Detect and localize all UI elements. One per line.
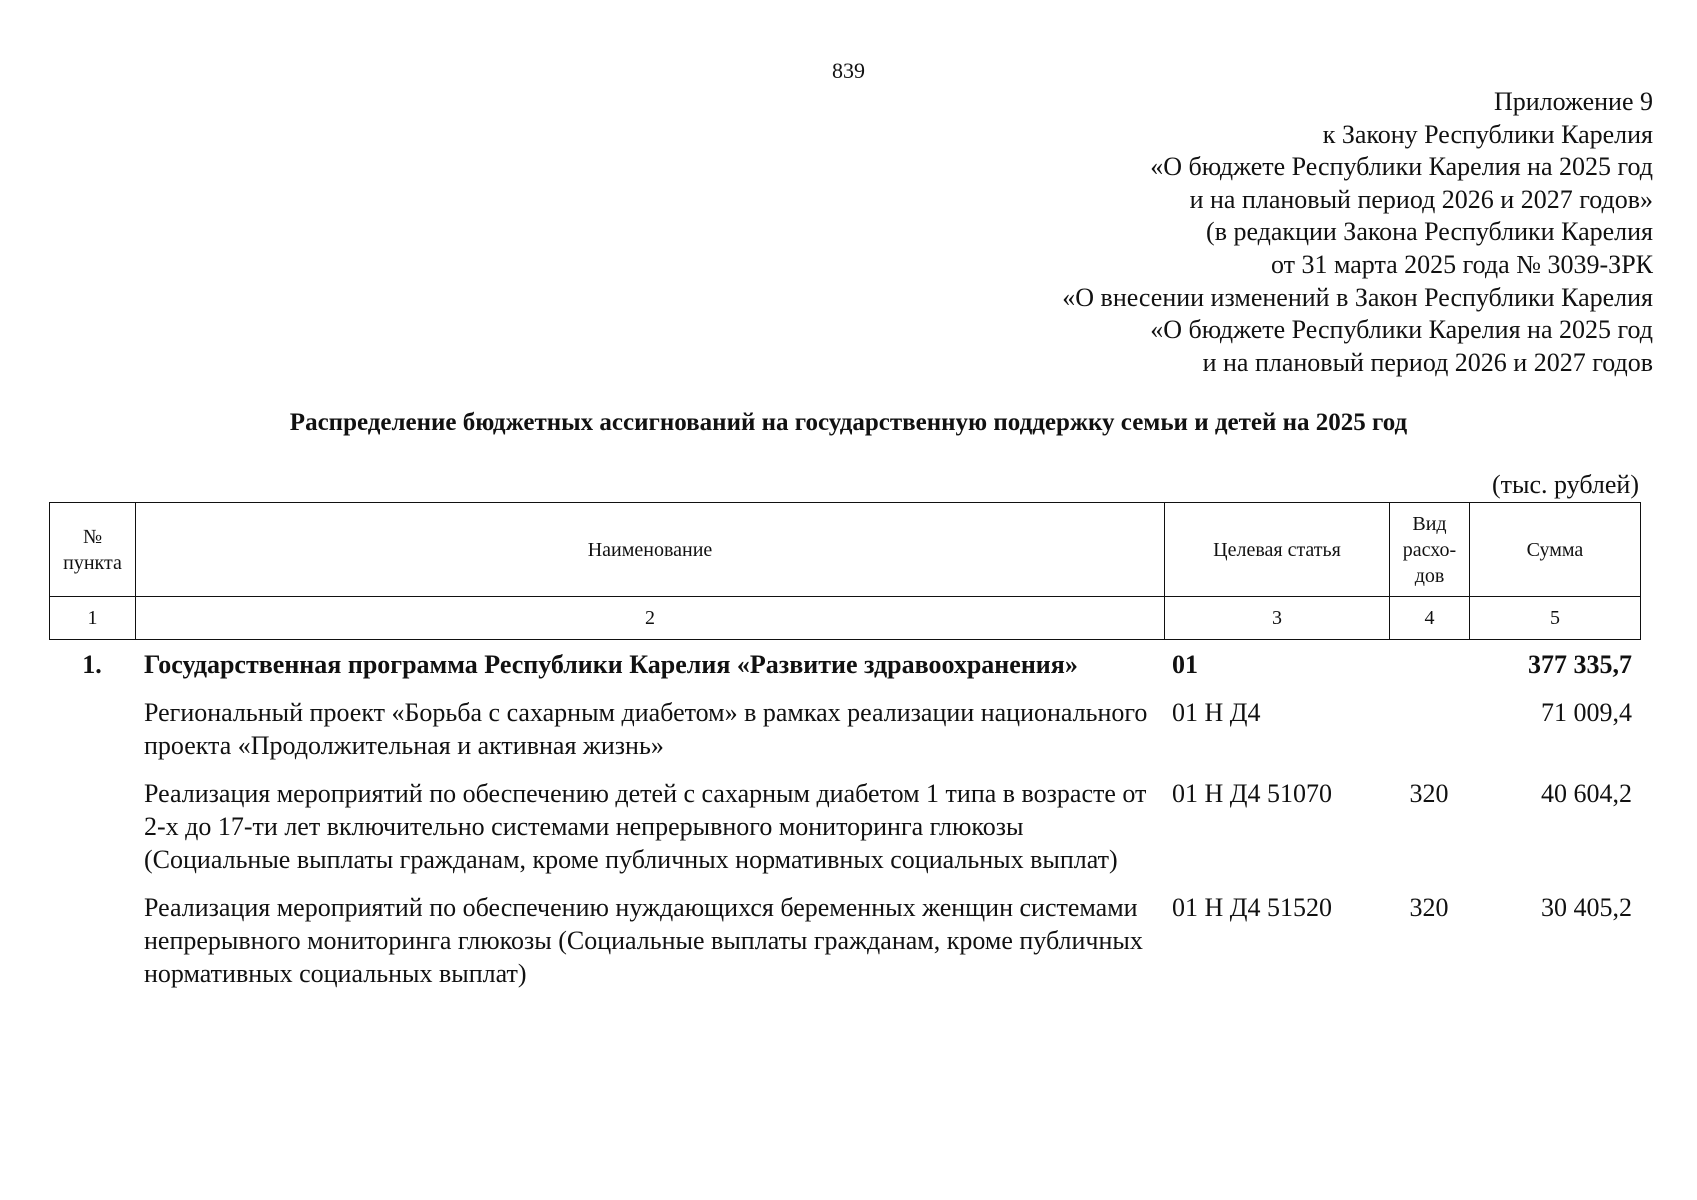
row-number xyxy=(49,696,135,762)
header-kind-line: дов xyxy=(1414,564,1445,587)
table-row xyxy=(49,777,1640,876)
appendix-line: «О бюджете Республики Карелия на 2025 год xyxy=(1150,315,1653,345)
row-target: 01 Н Д4 51070 xyxy=(1172,779,1333,808)
row-name: Региональный проект «Борьба с сахарным диабетом» в рамках реализации национального проекта «Продолжительная и активная жизнь» xyxy=(144,698,1148,760)
row-kind: 320 xyxy=(1409,893,1449,922)
appendix-line: и на плановый период 2026 и 2027 годов xyxy=(1202,347,1653,377)
document-title: Распределение бюджетных ассигнований на государственную поддержку семьи и детей на 2025 год xyxy=(289,409,1408,436)
table-row xyxy=(49,696,1640,762)
appendix-line: «О внесении изменений в Закон Республики Карелия xyxy=(1062,282,1653,312)
row-name: Реализация мероприятий по обеспечению нуждающихся беременных женщин системами непрерывного мониторинга глюкозы (Социальные выплаты гражданам, кроме публичных нормативных социальных выплат) xyxy=(144,893,1143,988)
row-kind xyxy=(1389,696,1469,762)
table-row xyxy=(49,648,1640,681)
header-kind-line: расхо- xyxy=(1402,538,1457,561)
header-sum: Сумма xyxy=(1470,503,1641,597)
row-kind: 320 xyxy=(1409,779,1449,808)
appendix-line: и на плановый период 2026 и 2027 годов» xyxy=(1189,184,1653,214)
column-number: 3 xyxy=(1165,597,1390,640)
header-number xyxy=(50,503,136,597)
row-number xyxy=(49,891,135,990)
table-body xyxy=(49,648,1640,1005)
row-number xyxy=(49,777,135,876)
column-number: 5 xyxy=(1470,597,1641,640)
header-row xyxy=(50,503,1641,597)
header-number-label: пункта xyxy=(63,551,122,574)
header-name: Наименование xyxy=(136,503,1165,597)
row-number: 1. xyxy=(82,650,102,679)
row-sum: 30 405,2 xyxy=(1541,893,1632,922)
column-number: 2 xyxy=(136,597,1165,640)
appendix-reference xyxy=(1062,86,1653,379)
header-number-symbol: № xyxy=(82,525,103,548)
column-number-row xyxy=(50,597,1641,640)
row-target: 01 xyxy=(1172,650,1198,679)
table-row xyxy=(49,891,1640,990)
header-kind xyxy=(1390,503,1470,597)
row-name: Государственная программа Республики Карелия «Развитие здравоохранения» xyxy=(144,650,1078,679)
appendix-line: (в редакции Закона Республики Карелия xyxy=(1206,217,1653,247)
column-number: 1 xyxy=(50,597,136,640)
header-target: Целевая статья xyxy=(1165,503,1390,597)
table-header xyxy=(49,502,1641,640)
appendix-line: «О бюджете Республики Карелия на 2025 год xyxy=(1150,152,1653,182)
appendix-line: от 31 марта 2025 года № 3039-ЗРК xyxy=(1270,249,1653,279)
unit-label: (тыс. рублей) xyxy=(1491,470,1639,499)
appendix-line: к Закону Республики Карелия xyxy=(1322,119,1653,149)
row-kind xyxy=(1389,648,1469,681)
page-number: 839 xyxy=(832,58,865,83)
row-target: 01 Н Д4 51520 xyxy=(1172,893,1333,922)
row-sum: 377 335,7 xyxy=(1528,650,1632,679)
row-sum: 71 009,4 xyxy=(1541,698,1632,727)
appendix-line: Приложение 9 xyxy=(1493,87,1653,116)
row-name: Реализация мероприятий по обеспечению детей с сахарным диабетом 1 типа в возрасте от 2-х до 17-ти лет включительно системами непрерывного мониторинга глюкозы (Социальные выплаты гражданам, кроме публичных нормативных социальных выплат) xyxy=(144,779,1147,874)
row-target: 01 Н Д4 xyxy=(1172,698,1261,727)
row-sum: 40 604,2 xyxy=(1541,779,1632,808)
header-kind-line: Вид xyxy=(1412,512,1447,535)
column-number: 4 xyxy=(1390,597,1470,640)
